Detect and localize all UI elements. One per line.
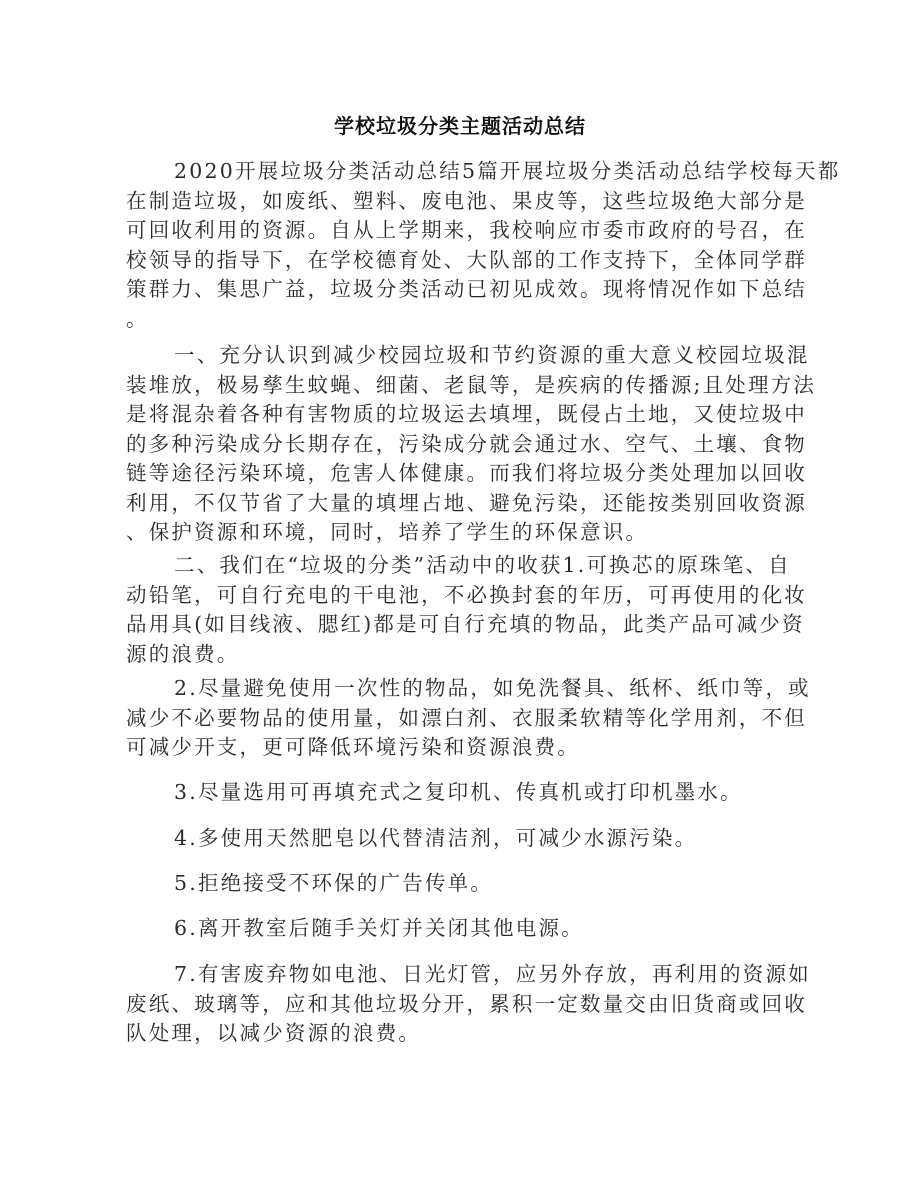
text-line: 队处理，以减少资源的浪费。 xyxy=(126,1021,422,1045)
text-line: 动铅笔，可自行充电的干电池，不必换封套的年历，可再使用的化妆 xyxy=(126,582,807,607)
text-line: 装堆放，极易孳生蚊蝇、细菌、老鼠等，是疾病的传播源;且处理方法 xyxy=(126,372,817,397)
paragraph-section-two xyxy=(126,551,807,669)
text-line: 6.离开教室后随手关灯并关闭其他电源。 xyxy=(174,916,584,940)
paragraph-item-5 xyxy=(126,869,796,899)
text-line: 7.有害废弃物如电池、日光灯管，应另外存放，再利用的资源如 xyxy=(174,962,811,986)
paragraph-section-one xyxy=(126,341,817,548)
document-title: 学校垃圾分类主题活动总结 xyxy=(334,114,586,138)
text-line: 、保护资源和环境，同时，培养了学生的环保意识。 xyxy=(126,520,649,544)
text-line: 一、充分认识到减少校园垃圾和节约资源的重大意义校园垃圾混 xyxy=(174,343,810,367)
text-line: 可回收利用的资源。自从上学期来，我校响应市委市政府的号召，在 xyxy=(126,218,807,242)
text-line: 的多种污染成分长期存在，污染成分就会通过水、空气、土壤、食物 xyxy=(126,431,807,456)
paragraph-item-7 xyxy=(126,960,811,1049)
text-line: 源的浪费。 xyxy=(126,641,240,666)
paragraph-item-3 xyxy=(126,778,796,808)
text-line: 5.拒绝接受不环保的广告传单。 xyxy=(174,871,494,895)
text-line: 废纸、玻璃等，应和其他垃圾分开，累积一定数量交由旧货商或回收 xyxy=(126,991,807,1016)
text-line: 是将混杂着各种有害物质的垃圾运去填埋，既侵占土地，又使垃圾中 xyxy=(126,402,807,426)
text-line: 链等途径污染环境，危害人体健康。而我们将垃圾分类处理加以回收 xyxy=(126,461,807,485)
text-line: 4.多使用天然肥皂以代替清洁剂，可减少水源污染。 xyxy=(174,826,698,850)
text-line: 可减少开支，更可降低环境污染和资源浪费。 xyxy=(126,735,580,759)
text-line: 二、我们在“垃圾的分类”活动中的收获1.可换芯的原珠笔、自 xyxy=(174,553,791,577)
text-line: 策群力、集思广益，垃圾分类活动已初见成效。现将情况作如下总结 xyxy=(126,277,807,301)
text-line: 。 xyxy=(126,306,149,331)
paragraph-item-6 xyxy=(126,914,796,944)
text-line: 2020开展垃圾分类活动总结5篇开展垃圾分类活动总结学校每天都 xyxy=(174,159,841,183)
paragraph-item-4 xyxy=(126,824,796,854)
paragraph-intro xyxy=(126,157,841,334)
text-line: 2.尽量避免使用一次性的物品，如免洗餐具、纸杯、纸巾等，或 xyxy=(174,676,811,700)
text-line: 减少不必要物品的使用量，如漂白剂、衣服柔软精等化学用剂，不但 xyxy=(126,705,807,730)
text-line: 利用，不仅节省了大量的填埋占地、避免污染，还能按类别回收资源 xyxy=(126,490,807,515)
paragraph-item-2 xyxy=(126,674,811,763)
text-line: 品用具(如目线液、腮红)都是可自行充填的物品，此类产品可减少资 xyxy=(126,612,805,636)
text-line: 校领导的指导下，在学校德育处、大队部的工作支持下，全体同学群 xyxy=(126,247,807,272)
text-line: 在制造垃圾，如废纸、塑料、废电池、果皮等，这些垃圾绝大部分是 xyxy=(126,188,807,213)
text-line: 3.尽量选用可再填充式之复印机、传真机或打印机墨水。 xyxy=(174,780,743,804)
